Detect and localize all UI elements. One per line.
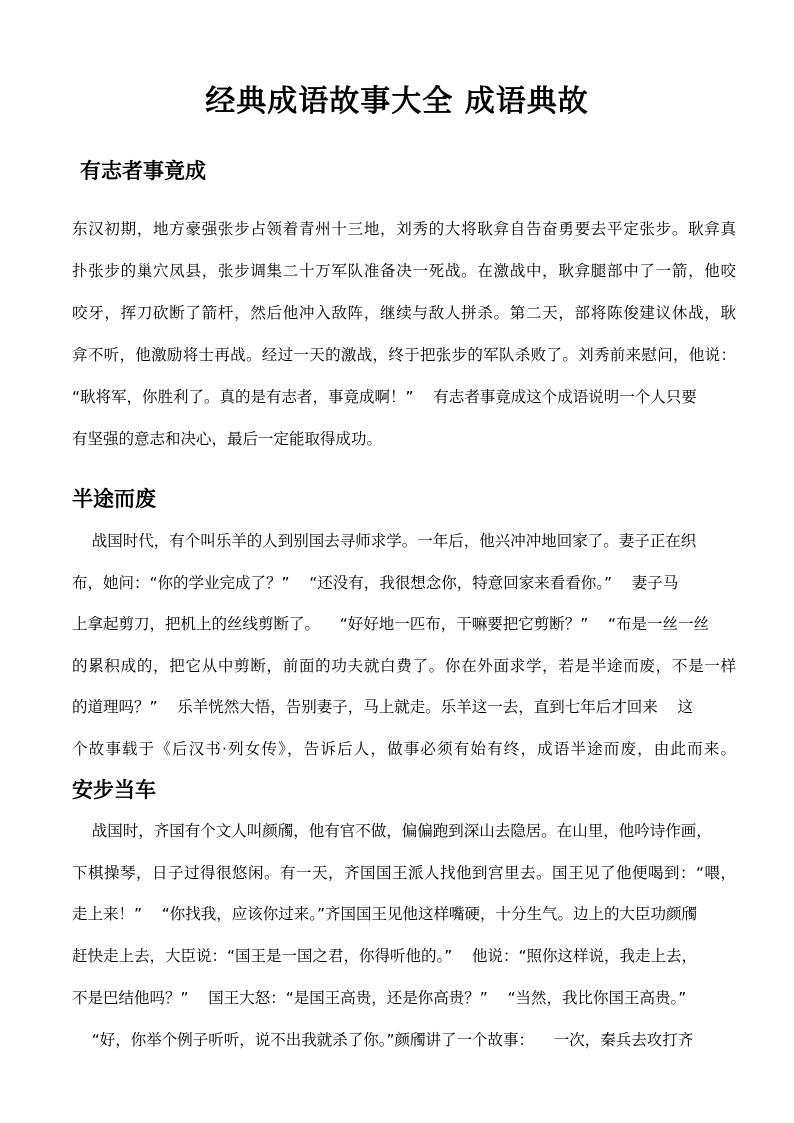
paragraph-line: 上拿起剪刀，把机上的丝线剪断了。 “好好地一匹布，干嘛要把它剪断？” “布是一丝一丝 xyxy=(72,615,710,633)
paragraph-line: 的道理吗？” 乐羊恍然大悟，告别妻子，马上就走。乐羊这一去，直到七年后才回来 这 xyxy=(72,698,693,716)
paragraph-line: 弇不听，他激励将士再战。经过一天的激战，终于把张步的军队杀败了。刘秀前来慰问，他说： xyxy=(72,346,736,364)
paragraph-line: 的累积成的，把它从中剪断，前面的功夫就白费了。你在外面求学，若是半途而废，不是一样 xyxy=(72,657,736,675)
paragraph-line: 咬牙，挥刀砍断了箭杆，然后他冲入敌阵，继续与敌人拼杀。第二天，部将陈俊建议休战，耿 xyxy=(72,304,736,322)
section-heading-3: 安步当车 xyxy=(72,778,156,802)
page-title: 经典成语故事大全 成语典故 xyxy=(205,84,589,119)
paragraph-line: 下棋操琴，日子过得很悠闲。有一天，齐国国王派人找他到宫里去。国王见了他便喝到：“喂， xyxy=(72,864,736,882)
paragraph-line: 走上来！” “你找我，应该你过来。”齐国国王见他这样嘴硬，十分生气。边上的大臣功颜斶 xyxy=(72,905,698,923)
paragraph-line: 东汉初期，地方豪强张步占领着青州十三地，刘秀的大将耿弇自告奋勇要去平定张步。耿弇真 xyxy=(72,220,736,238)
paragraph-line: 战国时代，有个叫乐羊的人到别国去寻师求学。一年后，他兴冲冲地回家了。妻子正在织 xyxy=(72,532,697,550)
paragraph-line: “耿将军，你胜利了。真的是有志者，事竟成啊！” 有志者事竟成这个成语说明一个人只要 xyxy=(72,388,697,406)
paragraph-line: 赶快走上去，大臣说：“国王是一国之君，你得听他的。” 他说：“照你这样说，我走上去， xyxy=(72,947,698,965)
paragraph-line: “好，你举个例子听听，说不出我就杀了你。”颜斶讲了一个故事： 一次，秦兵去攻打齐 xyxy=(72,1031,694,1049)
paragraph-line: 扑张步的巢穴凤县，张步调集二十万军队准备决一死战。在激战中，耿弇腿部中了一箭，他咬 xyxy=(72,262,736,280)
section-heading-1: 有志者事竟成 xyxy=(80,159,206,183)
paragraph-line: 布，她问：“你的学业完成了？” “还没有，我很想念你，特意回家来看看你。” 妻子马 xyxy=(72,574,679,592)
paragraph-line: 战国时，齐国有个文人叫颜斶，他有官不做，偏偏跑到深山去隐居。在山里，他吟诗作画， xyxy=(72,822,712,840)
section-heading-2: 半途而废 xyxy=(72,487,156,511)
paragraph-line: 不是巴结他吗？” 国王大怒：“是国王高贵，还是你高贵？” “当然，我比你国王高贵。” xyxy=(72,989,687,1007)
paragraph-line: 有坚强的意志和决心，最后一定能取得成功。 xyxy=(72,430,383,448)
paragraph-line: 个故事载于《后汉书·列女传》，告诉后人，做事必须有始有终，成语半途而废，由此而来。 xyxy=(72,740,736,758)
